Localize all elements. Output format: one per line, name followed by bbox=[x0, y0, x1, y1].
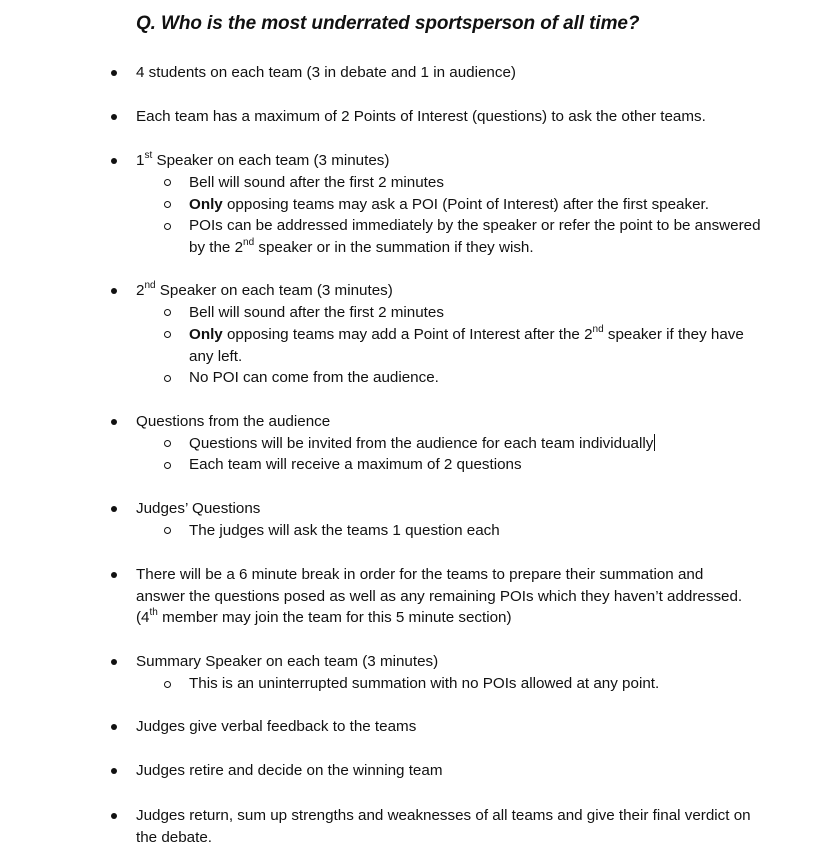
sub-list-item-text: speaker if they have bbox=[603, 326, 744, 343]
list-item-number: 1 bbox=[136, 152, 145, 169]
ordinal-suffix: nd bbox=[243, 236, 255, 248]
list-item bbox=[136, 280, 393, 302]
continuation-text: by the 2 bbox=[189, 239, 244, 256]
continuation-text: speaker or in the summation if they wish. bbox=[254, 239, 534, 256]
hollow-bullet-icon bbox=[164, 681, 171, 688]
hollow-bullet-icon bbox=[164, 309, 171, 316]
sub-list-item[interactable] bbox=[189, 433, 655, 455]
bullet-icon bbox=[111, 158, 117, 164]
continuation-text: (4 bbox=[136, 609, 150, 626]
bullet-icon bbox=[111, 768, 117, 774]
hollow-bullet-icon bbox=[164, 375, 171, 382]
sub-list-item-text: Questions will be invited from the audience for each team individually bbox=[189, 435, 654, 452]
bold-emphasis: Only bbox=[189, 326, 223, 343]
ordinal-suffix: th bbox=[149, 606, 158, 618]
sub-list-item: The judges will ask the teams 1 question each bbox=[189, 522, 500, 539]
text-cursor bbox=[654, 434, 655, 451]
sub-list-item: Bell will sound after the first 2 minutes bbox=[189, 174, 444, 191]
list-item: 4 students on each team (3 in debate and 1 in audience) bbox=[136, 64, 516, 81]
bullet-icon bbox=[111, 572, 117, 578]
hollow-bullet-icon bbox=[164, 440, 171, 447]
bullet-icon bbox=[111, 659, 117, 665]
hollow-bullet-icon bbox=[164, 462, 171, 469]
ordinal-suffix: st bbox=[144, 149, 153, 161]
list-item: Summary Speaker on each team (3 minutes) bbox=[136, 653, 439, 670]
list-item-text: Speaker on each team (3 minutes) bbox=[152, 152, 390, 169]
list-item-number: 2 bbox=[136, 282, 145, 299]
hollow-bullet-icon bbox=[164, 201, 171, 208]
sub-list-item bbox=[189, 194, 709, 216]
ordinal-suffix: nd bbox=[144, 279, 156, 291]
bullet-icon bbox=[111, 724, 117, 730]
sub-list-item: No POI can come from the audience. bbox=[189, 369, 439, 386]
sub-list-item-continuation bbox=[189, 237, 534, 259]
bullet-icon bbox=[111, 419, 117, 425]
hollow-bullet-icon bbox=[164, 223, 171, 230]
list-item: Judges return, sum up strengths and weaknesses of all teams and give their final verdict on bbox=[136, 807, 751, 824]
sub-list-item-continuation: any left. bbox=[189, 348, 243, 365]
sub-list-item: Bell will sound after the first 2 minutes bbox=[189, 304, 444, 321]
list-item-continuation: the debate. bbox=[136, 829, 213, 846]
bullet-icon bbox=[111, 288, 117, 294]
continuation-text: member may join the team for this 5 minute section) bbox=[157, 609, 512, 626]
hollow-bullet-icon bbox=[164, 179, 171, 186]
list-item: Judges’ Questions bbox=[136, 500, 261, 517]
hollow-bullet-icon bbox=[164, 527, 171, 534]
sub-list-item: Each team will receive a maximum of 2 questions bbox=[189, 456, 522, 473]
list-item: Judges give verbal feedback to the teams bbox=[136, 718, 417, 735]
list-item: Each team has a maximum of 2 Points of Interest (questions) to ask the other teams. bbox=[136, 108, 706, 125]
list-item: There will be a 6 minute break in order for the teams to prepare their summation and bbox=[136, 566, 704, 583]
bold-emphasis: Only bbox=[189, 196, 223, 213]
bullet-icon bbox=[111, 813, 117, 819]
hollow-bullet-icon bbox=[164, 331, 171, 338]
list-item-continuation: answer the questions posed as well as any remaining POIs which they haven’t addressed. bbox=[136, 588, 743, 605]
list-item: Judges retire and decide on the winning team bbox=[136, 762, 443, 779]
list-item: Questions from the audience bbox=[136, 413, 331, 430]
sub-list-item-text: opposing teams may add a Point of Interest after the 2 bbox=[222, 326, 593, 343]
sub-list-item-text: opposing teams may ask a POI (Point of Interest) after the first speaker. bbox=[222, 196, 709, 213]
ordinal-suffix: nd bbox=[592, 323, 604, 335]
bullet-icon bbox=[111, 70, 117, 76]
list-item-text: Speaker on each team (3 minutes) bbox=[155, 282, 393, 299]
sub-list-item: This is an uninterrupted summation with no POIs allowed at any point. bbox=[189, 675, 660, 692]
page-title: Q. Who is the most underrated sportsperson of all time? bbox=[136, 13, 640, 34]
sub-list-item: POIs can be addressed immediately by the speaker or refer the point to be answered bbox=[189, 217, 761, 234]
sub-list-item bbox=[189, 324, 744, 346]
bullet-icon bbox=[111, 114, 117, 120]
list-item bbox=[136, 150, 389, 172]
bullet-icon bbox=[111, 506, 117, 512]
list-item-continuation bbox=[136, 607, 512, 629]
